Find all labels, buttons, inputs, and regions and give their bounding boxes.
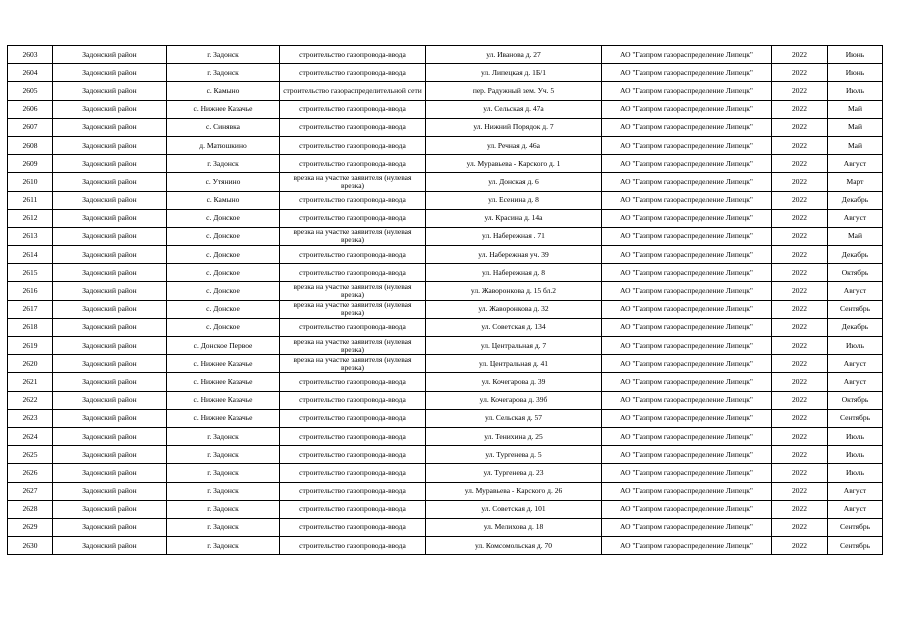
cell-organization: АО "Газпром газораспределение Липецк" (602, 500, 772, 518)
table-row (8, 500, 883, 518)
table-row (8, 173, 883, 191)
cell-settlement: г. Задонск (167, 155, 280, 173)
cell-month: Март (828, 173, 883, 191)
cell-month: Июль (828, 427, 883, 445)
cell-month: Август (828, 500, 883, 518)
cell-number: 2617 (8, 300, 53, 318)
cell-settlement: с. Камыно (167, 191, 280, 209)
cell-organization: АО "Газпром газораспределение Липецк" (602, 446, 772, 464)
cell-organization: АО "Газпром газораспределение Липецк" (602, 518, 772, 536)
cell-district: Задонский район (53, 409, 167, 427)
cell-month: Июль (828, 82, 883, 100)
table-row (8, 337, 883, 355)
cell-number: 2614 (8, 246, 53, 264)
table-row (8, 227, 883, 245)
cell-address: ул. Центральная д. 7 (426, 337, 602, 355)
cell-address: ул. Мелихова д. 18 (426, 518, 602, 536)
cell-month: Август (828, 155, 883, 173)
cell-organization: АО "Газпром газораспределение Липецк" (602, 427, 772, 445)
cell-number: 2628 (8, 500, 53, 518)
cell-number: 2603 (8, 46, 53, 64)
cell-work-type: строительство газопровода-ввода (280, 464, 426, 482)
cell-month: Август (828, 209, 883, 227)
cell-settlement: с. Донское (167, 300, 280, 318)
cell-organization: АО "Газпром газораспределение Липецк" (602, 464, 772, 482)
cell-address: ул. Набережная уч. 39 (426, 246, 602, 264)
cell-district: Задонский район (53, 191, 167, 209)
cell-address: ул. Тургенева д. 23 (426, 464, 602, 482)
cell-address: ул. Набережная д. 8 (426, 264, 602, 282)
cell-district: Задонский район (53, 227, 167, 245)
cell-district: Задонский район (53, 155, 167, 173)
cell-address: ул. Тургенева д. 5 (426, 446, 602, 464)
cell-work-type: врезка на участке заявителя (нулевая врезка) (280, 282, 426, 300)
cell-year: 2022 (772, 409, 828, 427)
cell-organization: АО "Газпром газораспределение Липецк" (602, 264, 772, 282)
table-row (8, 246, 883, 264)
cell-address: ул. Речная д. 46а (426, 136, 602, 154)
cell-organization: АО "Газпром газораспределение Липецк" (602, 82, 772, 100)
cell-work-type: строительство газопровода-ввода (280, 118, 426, 136)
cell-address: ул. Муравьева - Карского д. 1 (426, 155, 602, 173)
cell-district: Задонский район (53, 82, 167, 100)
cell-month: Сентябрь (828, 537, 883, 555)
cell-number: 2618 (8, 318, 53, 336)
cell-address: ул. Жаворонкова д. 15 бл.2 (426, 282, 602, 300)
cell-settlement: с. Нижнее Казачье (167, 100, 280, 118)
cell-number: 2606 (8, 100, 53, 118)
cell-work-type: строительство газопровода-ввода (280, 64, 426, 82)
cell-work-type: строительство газопровода-ввода (280, 518, 426, 536)
cell-district: Задонский район (53, 518, 167, 536)
cell-organization: АО "Газпром газораспределение Липецк" (602, 118, 772, 136)
cell-year: 2022 (772, 155, 828, 173)
cell-number: 2626 (8, 464, 53, 482)
cell-number: 2621 (8, 373, 53, 391)
cell-month: Май (828, 118, 883, 136)
cell-district: Задонский район (53, 246, 167, 264)
table-row (8, 191, 883, 209)
cell-year: 2022 (772, 300, 828, 318)
cell-number: 2611 (8, 191, 53, 209)
cell-district: Задонский район (53, 373, 167, 391)
cell-work-type: врезка на участке заявителя (нулевая врезка) (280, 337, 426, 355)
cell-number: 2627 (8, 482, 53, 500)
cell-year: 2022 (772, 518, 828, 536)
cell-address: ул. Кочегарова д. 39 (426, 373, 602, 391)
table-row (8, 373, 883, 391)
table-row (8, 118, 883, 136)
cell-settlement: д. Матюшкино (167, 136, 280, 154)
cell-address: ул. Донская д. 6 (426, 173, 602, 191)
cell-settlement: с. Нижнее Казачье (167, 355, 280, 373)
cell-address: ул. Советская д. 134 (426, 318, 602, 336)
cell-work-type: строительство газораспределительной сети (280, 82, 426, 100)
cell-year: 2022 (772, 337, 828, 355)
cell-organization: АО "Газпром газораспределение Липецк" (602, 282, 772, 300)
table-row (8, 64, 883, 82)
cell-settlement: с. Донское (167, 246, 280, 264)
cell-year: 2022 (772, 118, 828, 136)
cell-address: ул. Нижний Порядок д. 7 (426, 118, 602, 136)
cell-organization: АО "Газпром газораспределение Липецк" (602, 355, 772, 373)
cell-district: Задонский район (53, 173, 167, 191)
cell-organization: АО "Газпром газораспределение Липецк" (602, 409, 772, 427)
cell-district: Задонский район (53, 391, 167, 409)
cell-district: Задонский район (53, 337, 167, 355)
cell-year: 2022 (772, 446, 828, 464)
cell-settlement: с. Камыно (167, 82, 280, 100)
cell-work-type: строительство газопровода-ввода (280, 209, 426, 227)
cell-number: 2615 (8, 264, 53, 282)
table-row (8, 282, 883, 300)
cell-number: 2625 (8, 446, 53, 464)
cell-month: Май (828, 100, 883, 118)
cell-organization: АО "Газпром газораспределение Липецк" (602, 318, 772, 336)
cell-work-type: строительство газопровода-ввода (280, 46, 426, 64)
cell-district: Задонский район (53, 500, 167, 518)
cell-month: Май (828, 227, 883, 245)
cell-settlement: г. Задонск (167, 500, 280, 518)
cell-number: 2620 (8, 355, 53, 373)
table-row (8, 482, 883, 500)
table-row (8, 300, 883, 318)
cell-month: Август (828, 282, 883, 300)
cell-work-type: строительство газопровода-ввода (280, 191, 426, 209)
cell-settlement: г. Задонск (167, 446, 280, 464)
cell-year: 2022 (772, 191, 828, 209)
cell-month: Октябрь (828, 264, 883, 282)
cell-year: 2022 (772, 209, 828, 227)
cell-district: Задонский район (53, 318, 167, 336)
cell-number: 2613 (8, 227, 53, 245)
cell-year: 2022 (772, 318, 828, 336)
cell-organization: АО "Газпром газораспределение Липецк" (602, 155, 772, 173)
cell-month: Декабрь (828, 246, 883, 264)
table-row (8, 136, 883, 154)
cell-district: Задонский район (53, 209, 167, 227)
cell-organization: АО "Газпром газораспределение Липецк" (602, 136, 772, 154)
cell-number: 2622 (8, 391, 53, 409)
cell-number: 2623 (8, 409, 53, 427)
cell-month: Июль (828, 337, 883, 355)
cell-year: 2022 (772, 373, 828, 391)
cell-work-type: строительство газопровода-ввода (280, 427, 426, 445)
cell-work-type: строительство газопровода-ввода (280, 155, 426, 173)
cell-organization: АО "Газпром газораспределение Липецк" (602, 191, 772, 209)
cell-month: Сентябрь (828, 300, 883, 318)
cell-district: Задонский район (53, 355, 167, 373)
cell-number: 2630 (8, 537, 53, 555)
cell-settlement: с. Донское (167, 264, 280, 282)
cell-address: ул. Центральная д. 41 (426, 355, 602, 373)
cell-address: ул. Сельская д. 47а (426, 100, 602, 118)
cell-address: ул. Липецкая д. 1Б/1 (426, 64, 602, 82)
cell-number: 2619 (8, 337, 53, 355)
cell-work-type: строительство газопровода-ввода (280, 409, 426, 427)
cell-district: Задонский район (53, 446, 167, 464)
cell-work-type: строительство газопровода-ввода (280, 264, 426, 282)
cell-work-type: врезка на участке заявителя (нулевая врезка) (280, 300, 426, 318)
table-row (8, 446, 883, 464)
table-row (8, 82, 883, 100)
cell-address: ул. Есенина д. 8 (426, 191, 602, 209)
cell-district: Задонский район (53, 64, 167, 82)
cell-number: 2609 (8, 155, 53, 173)
table-row (8, 355, 883, 373)
cell-organization: АО "Газпром газораспределение Липецк" (602, 173, 772, 191)
cell-district: Задонский район (53, 46, 167, 64)
cell-settlement: с. Утянино (167, 173, 280, 191)
cell-number: 2605 (8, 82, 53, 100)
cell-number: 2612 (8, 209, 53, 227)
cell-settlement: с. Синявка (167, 118, 280, 136)
cell-year: 2022 (772, 282, 828, 300)
table-row (8, 391, 883, 409)
cell-year: 2022 (772, 82, 828, 100)
cell-settlement: г. Задонск (167, 518, 280, 536)
gas-connections-table (7, 45, 883, 555)
cell-settlement: с. Нижнее Казачье (167, 391, 280, 409)
cell-month: Сентябрь (828, 518, 883, 536)
cell-year: 2022 (772, 246, 828, 264)
cell-settlement: с. Донское (167, 227, 280, 245)
cell-settlement: с. Донское (167, 282, 280, 300)
cell-address: ул. Жаворонкова д. 32 (426, 300, 602, 318)
cell-year: 2022 (772, 173, 828, 191)
table-row (8, 318, 883, 336)
cell-month: Июль (828, 446, 883, 464)
cell-settlement: г. Задонск (167, 64, 280, 82)
cell-work-type: строительство газопровода-ввода (280, 246, 426, 264)
cell-settlement: г. Задонск (167, 46, 280, 64)
cell-year: 2022 (772, 464, 828, 482)
cell-year: 2022 (772, 64, 828, 82)
cell-settlement: г. Задонск (167, 464, 280, 482)
cell-organization: АО "Газпром газораспределение Липецк" (602, 482, 772, 500)
cell-work-type: врезка на участке заявителя (нулевая врезка) (280, 355, 426, 373)
cell-work-type: строительство газопровода-ввода (280, 100, 426, 118)
cell-work-type: врезка на участке заявителя (нулевая врезка) (280, 173, 426, 191)
cell-month: Июнь (828, 46, 883, 64)
cell-month: Октябрь (828, 391, 883, 409)
cell-district: Задонский район (53, 464, 167, 482)
table-row (8, 409, 883, 427)
cell-number: 2608 (8, 136, 53, 154)
cell-year: 2022 (772, 264, 828, 282)
cell-address: ул. Набережная . 71 (426, 227, 602, 245)
cell-year: 2022 (772, 537, 828, 555)
table-row (8, 427, 883, 445)
cell-organization: АО "Газпром газораспределение Липецк" (602, 373, 772, 391)
table-row (8, 46, 883, 64)
cell-settlement: с. Донское Первое (167, 337, 280, 355)
cell-number: 2607 (8, 118, 53, 136)
cell-work-type: строительство газопровода-ввода (280, 482, 426, 500)
cell-address: ул. Комсомольская д. 70 (426, 537, 602, 555)
cell-organization: АО "Газпром газораспределение Липецк" (602, 337, 772, 355)
cell-settlement: с. Донское (167, 209, 280, 227)
table-row (8, 100, 883, 118)
cell-address: ул. Муравьева - Карского д. 26 (426, 482, 602, 500)
cell-number: 2624 (8, 427, 53, 445)
cell-organization: АО "Газпром газораспределение Липецк" (602, 300, 772, 318)
table-body (8, 46, 883, 555)
cell-year: 2022 (772, 46, 828, 64)
cell-year: 2022 (772, 355, 828, 373)
cell-organization: АО "Газпром газораспределение Липецк" (602, 537, 772, 555)
cell-year: 2022 (772, 136, 828, 154)
cell-district: Задонский район (53, 482, 167, 500)
cell-number: 2616 (8, 282, 53, 300)
cell-organization: АО "Газпром газораспределение Липецк" (602, 227, 772, 245)
cell-year: 2022 (772, 500, 828, 518)
cell-address: ул. Советская д. 101 (426, 500, 602, 518)
cell-number: 2629 (8, 518, 53, 536)
cell-organization: АО "Газпром газораспределение Липецк" (602, 246, 772, 264)
table-row (8, 518, 883, 536)
cell-address: ул. Красина д. 14а (426, 209, 602, 227)
cell-organization: АО "Газпром газораспределение Липецк" (602, 100, 772, 118)
cell-month: Август (828, 355, 883, 373)
cell-address: ул. Сельская д. 57 (426, 409, 602, 427)
cell-work-type: строительство газопровода-ввода (280, 500, 426, 518)
cell-number: 2604 (8, 64, 53, 82)
table-row (8, 537, 883, 555)
cell-address: ул. Тенихина д. 25 (426, 427, 602, 445)
cell-address: ул. Иванова д. 27 (426, 46, 602, 64)
table-row (8, 264, 883, 282)
cell-month: Август (828, 373, 883, 391)
cell-month: Май (828, 136, 883, 154)
cell-organization: АО "Газпром газораспределение Липецк" (602, 46, 772, 64)
cell-settlement: с. Донское (167, 318, 280, 336)
table-row (8, 464, 883, 482)
cell-district: Задонский район (53, 264, 167, 282)
cell-work-type: строительство газопровода-ввода (280, 318, 426, 336)
cell-settlement: г. Задонск (167, 482, 280, 500)
cell-district: Задонский район (53, 282, 167, 300)
cell-settlement: г. Задонск (167, 537, 280, 555)
cell-year: 2022 (772, 227, 828, 245)
cell-work-type: строительство газопровода-ввода (280, 136, 426, 154)
cell-month: Июнь (828, 64, 883, 82)
cell-district: Задонский район (53, 118, 167, 136)
cell-district: Задонский район (53, 136, 167, 154)
cell-settlement: г. Задонск (167, 427, 280, 445)
cell-month: Декабрь (828, 191, 883, 209)
cell-work-type: строительство газопровода-ввода (280, 446, 426, 464)
cell-organization: АО "Газпром газораспределение Липецк" (602, 209, 772, 227)
cell-work-type: строительство газопровода-ввода (280, 391, 426, 409)
cell-month: Декабрь (828, 318, 883, 336)
cell-address: пер. Радужный зем. Уч. 5 (426, 82, 602, 100)
cell-district: Задонский район (53, 537, 167, 555)
table-row (8, 209, 883, 227)
cell-month: Июль (828, 464, 883, 482)
cell-district: Задонский район (53, 300, 167, 318)
cell-month: Сентябрь (828, 409, 883, 427)
cell-work-type: строительство газопровода-ввода (280, 373, 426, 391)
cell-settlement: с. Нижнее Казачье (167, 409, 280, 427)
cell-district: Задонский район (53, 427, 167, 445)
cell-address: ул. Кочегарова д. 39б (426, 391, 602, 409)
cell-work-type: строительство газопровода-ввода (280, 537, 426, 555)
cell-year: 2022 (772, 427, 828, 445)
cell-district: Задонский район (53, 100, 167, 118)
cell-year: 2022 (772, 391, 828, 409)
cell-organization: АО "Газпром газораспределение Липецк" (602, 391, 772, 409)
cell-year: 2022 (772, 482, 828, 500)
table-row (8, 155, 883, 173)
cell-settlement: с. Нижнее Казачье (167, 373, 280, 391)
cell-year: 2022 (772, 100, 828, 118)
cell-work-type: врезка на участке заявителя (нулевая врезка) (280, 227, 426, 245)
cell-organization: АО "Газпром газораспределение Липецк" (602, 64, 772, 82)
cell-number: 2610 (8, 173, 53, 191)
cell-month: Август (828, 482, 883, 500)
